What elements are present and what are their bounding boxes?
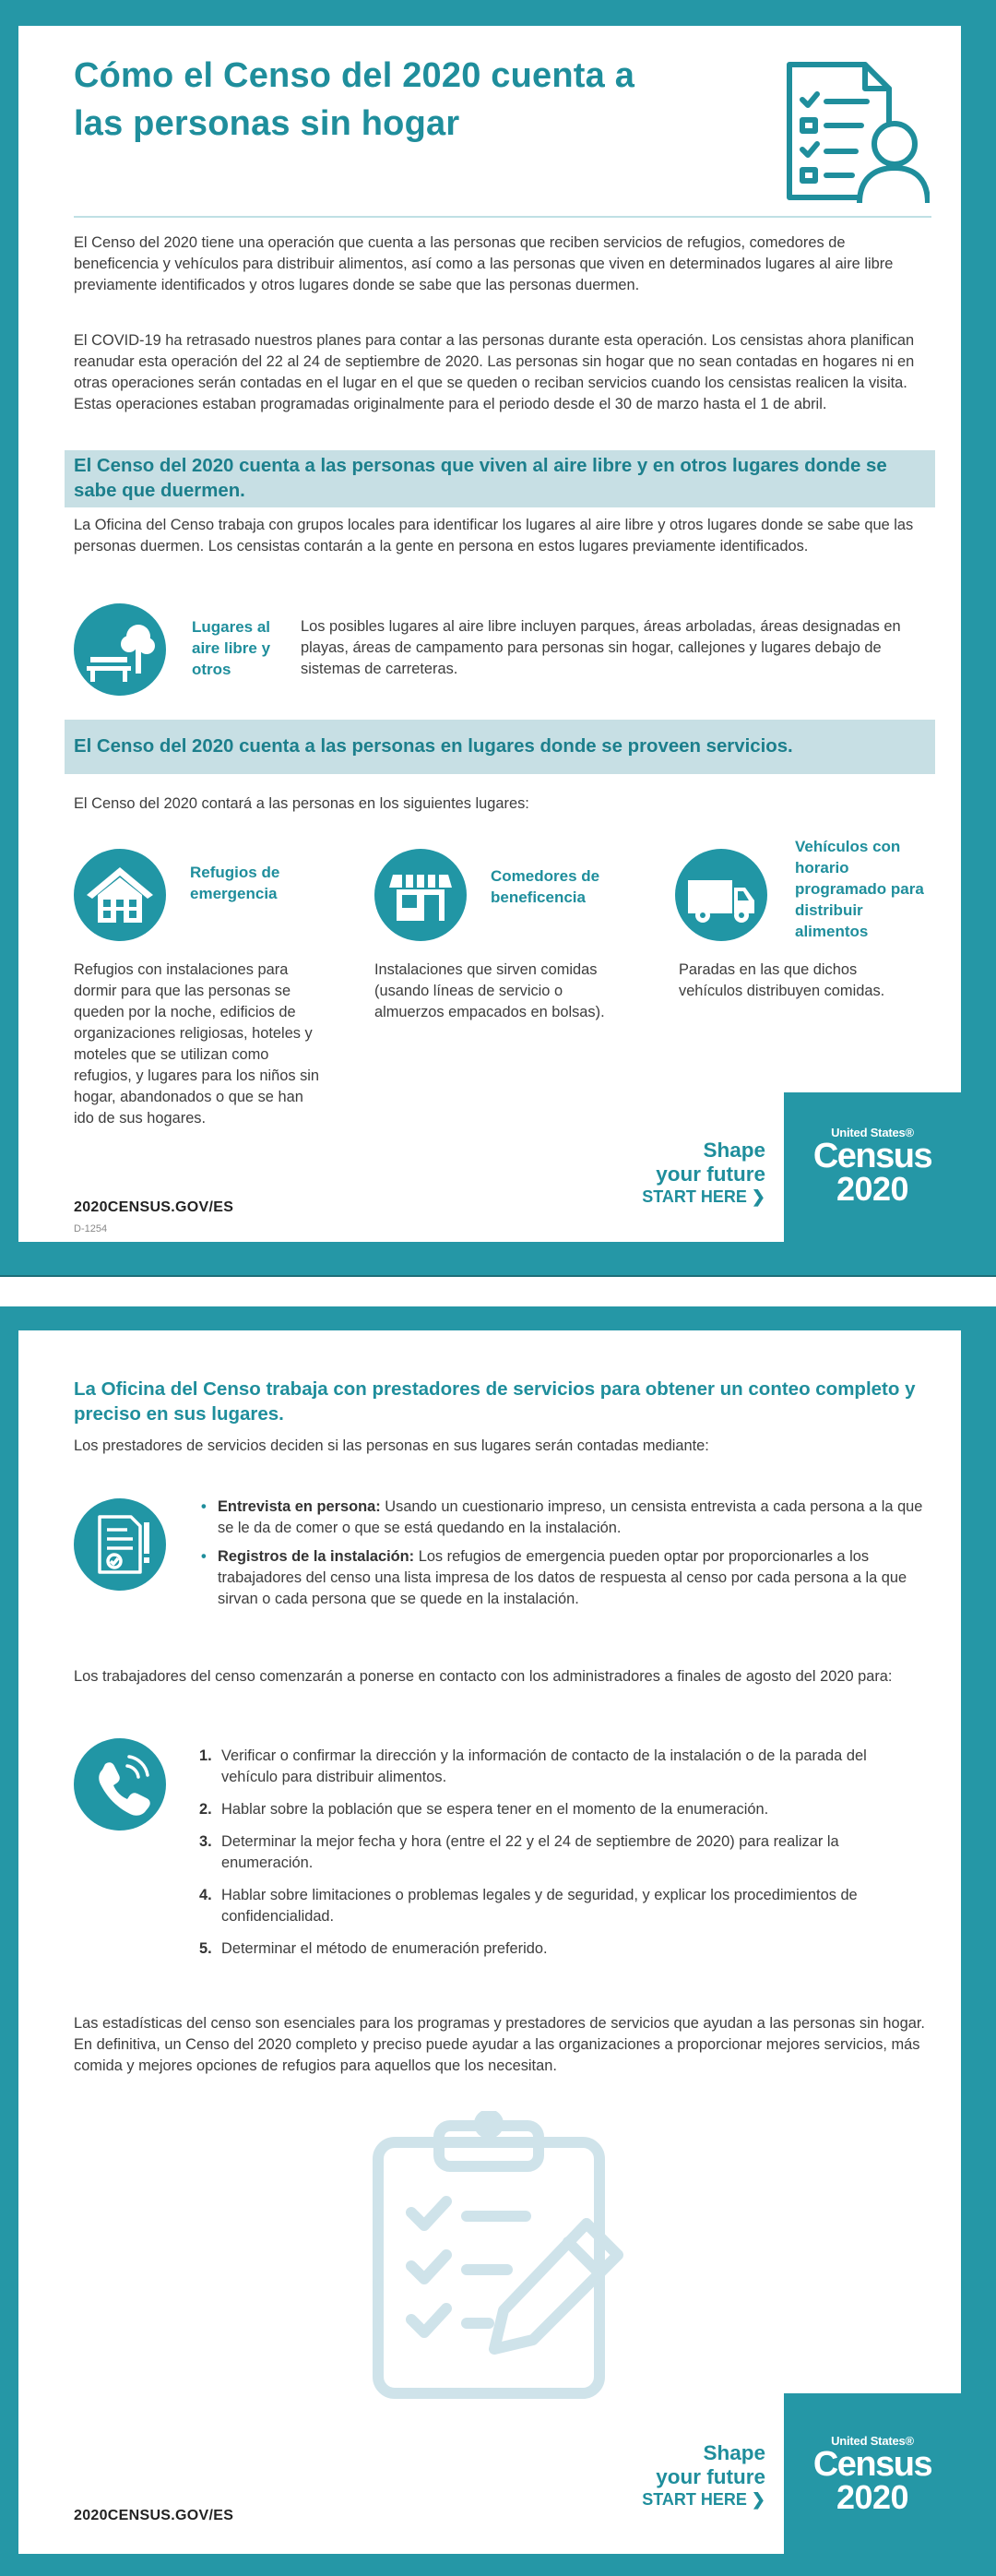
method-term: Entrevista en persona: [218, 1498, 381, 1515]
page-2-sheet [18, 1330, 961, 2554]
logo-year: 2020 [836, 2478, 909, 2516]
section-band-services: El Censo del 2020 cuenta a las personas en lugares donde se proveen servicios. [65, 720, 935, 774]
logo-year: 2020 [836, 1170, 909, 1208]
food-van-icon [675, 849, 767, 941]
section-band-outdoor: El Censo del 2020 cuenta a las personas que viven al aire libre y en otros lugares donde se sabe que duermen. [65, 450, 935, 507]
service-description-shelters: Refugios con instalaciones para dormir para que las personas se queden por la noche, edificios de organizaciones religiosas, hoteles y moteles que se utilizan como refugios, y lugares para los niños sin hogar, abandonados o que se han ido de sus hogares. [74, 961, 320, 1127]
method-term: Registros de la instalación: [218, 1548, 415, 1565]
document-code: D-1254 [74, 1223, 108, 1234]
method-text: Los refugios de emergencia pueden optar por proporcionarles a los trabajadores del censo una lista impresa de los datos de respuesta al censo por cada persona a la que sirvan o cada persona que se quede en la instalación. [218, 1548, 907, 1607]
page-1-sheet [18, 26, 961, 1242]
providers-intro: Los prestadores de servicios deciden si las personas en sus lugares serán contadas mediante: [74, 1437, 709, 1454]
step-item: 1. Verificar o confirmar la dirección y la información de contacto de la instalación o de la parada del vehículo para distribuir alimentos. [199, 1747, 867, 1785]
method-text: Usando un cuestionario impreso, un censista entrevista a cada persona a la que se le da de comer o que se está quedando en la instalación. [218, 1498, 923, 1536]
outdoor-places-description: Los posibles lugares al aire libre incluyen parques, áreas arboladas, áreas designadas en playas, áreas de campamento para personas sin hogar, callejones y lugares debajo de sistemas de carreteras. [301, 618, 901, 677]
shape-your-future-tagline [572, 1139, 765, 1207]
phone-icon [74, 1738, 166, 1831]
step-item: 5. Determinar el método de enumeración preferido. [199, 1940, 548, 1957]
outdoor-places-label: Lugares al aire libre y otros [192, 618, 271, 678]
logo-united-states: United States® [831, 1126, 914, 1139]
service-label-shelters: Refugios de emergencia [190, 864, 280, 902]
shelter-house-icon [74, 849, 166, 941]
contact-steps-list [199, 1746, 909, 1971]
services-intro: El Censo del 2020 contará a las personas en los siguientes lugares: [74, 795, 529, 812]
service-description-soup-kitchens: Instalaciones que sirven comidas (usando líneas de servicio o almuerzos empacados en bolsas). [374, 961, 605, 1020]
method-in-person-interview [199, 1497, 937, 1539]
logo-census: Census [812, 2445, 932, 2484]
start-here-link[interactable]: START HERE ❯ [642, 1187, 765, 1206]
tagline-line-2: your future [656, 1163, 765, 1186]
park-bench-icon [74, 603, 166, 696]
page-divider-line [0, 1275, 996, 1277]
page-gap [0, 1275, 996, 1306]
section-heading-providers: La Oficina del Censo trabaja con prestadores de servicios para obtener un conteo completo y preciso en sus lugares. [74, 1378, 916, 1425]
page-2 [0, 1306, 996, 2576]
logo-census: Census [812, 1137, 932, 1175]
clipboard-checklist-illustration [360, 2111, 636, 2406]
questionnaire-person-icon [782, 59, 930, 207]
outdoor-paragraph: La Oficina del Censo trabaja con grupos locales para identificar los lugares al aire libre y otros lugares donde se sabe que las personas duermen. Los censistas contarán a la gente en persona en estos lugares previamente identificados. [74, 517, 914, 555]
step-item: 2. Hablar sobre la población que se espera tener en el momento de la enumeración. [199, 1801, 769, 1818]
contact-intro: Los trabajadores del censo comenzarán a ponerse en contacto con los administradores a finales de agosto del 2020 para: [74, 1668, 893, 1685]
page-title: Cómo el Censo del 2020 cuenta a las personas sin hogar [74, 56, 635, 143]
footer-website-link[interactable]: 2020CENSUS.GOV/ES [74, 1199, 234, 1215]
document-checklist-icon [74, 1498, 166, 1591]
closing-paragraph: Las estadísticas del censo son esenciales para los programas y prestadores de servicios que ayudan a las personas sin hogar. En definitiva, un Censo del 2020 completo y preciso puede ayudar a las organizaciones a proporcionar mejores servicios, más comida y mejores opciones de refugios para aquellos que los necesitan. [74, 2015, 925, 2074]
start-here-link[interactable]: START HERE ❯ [642, 2490, 765, 2509]
census-2020-logo [784, 2393, 961, 2554]
enumeration-methods-list [199, 1497, 937, 1617]
footer-website-link[interactable]: 2020CENSUS.GOV/ES [74, 2508, 234, 2523]
census-2020-logo [784, 1092, 961, 1242]
intro-paragraph-2: El COVID-19 ha retrasado nuestros planes para contar a las personas durante esta operación. Los censistas ahora planifican reanudar esta operación del 22 al 24 de septiembre de 2020. Las personas sin hogar que no sean contadas en hogares ni en otras operaciones serán contadas en el lugar en el que se queden o reciban servicios cuando los censistas realicen la visita. Estas operaciones estaban programadas originalmente para el periodo desde el 30 de marzo hasta el 1 de abril. [74, 332, 915, 412]
shape-your-future-tagline [572, 2441, 765, 2510]
logo-united-states: United States® [831, 2434, 914, 2448]
title-divider [74, 216, 931, 218]
soup-kitchen-storefront-icon [374, 849, 467, 941]
tagline-line-2: your future [656, 2465, 765, 2488]
tagline-line-1: Shape [703, 2441, 765, 2464]
page-1 [0, 0, 996, 1275]
intro-paragraph-1: El Censo del 2020 tiene una operación que cuenta a las personas que reciben servicios de refugios, comedores de beneficencia y vehículos para distribuir alimentos, así como a las personas que viven en determinados lugares al aire libre previamente identificados y otros lugares donde se sabe que las personas duermen. [74, 234, 894, 293]
method-facility-records [199, 1546, 937, 1610]
tagline-line-1: Shape [703, 1139, 765, 1162]
step-item: 3. Determinar la mejor fecha y hora (entre el 22 y el 24 de septiembre de 2020) para realizar la enumeración. [199, 1833, 839, 1871]
service-description-food-vans: Paradas en las que dichos vehículos distribuyen comidas. [679, 961, 885, 999]
service-label-food-vans: Vehículos con horario programado para distribuir alimentos [795, 838, 924, 940]
service-label-soup-kitchens: Comedores de beneficencia [491, 867, 600, 906]
step-item: 4. Hablar sobre limitaciones o problemas legales y de seguridad, y explicar los procedimientos de confidencialidad. [199, 1887, 858, 1925]
